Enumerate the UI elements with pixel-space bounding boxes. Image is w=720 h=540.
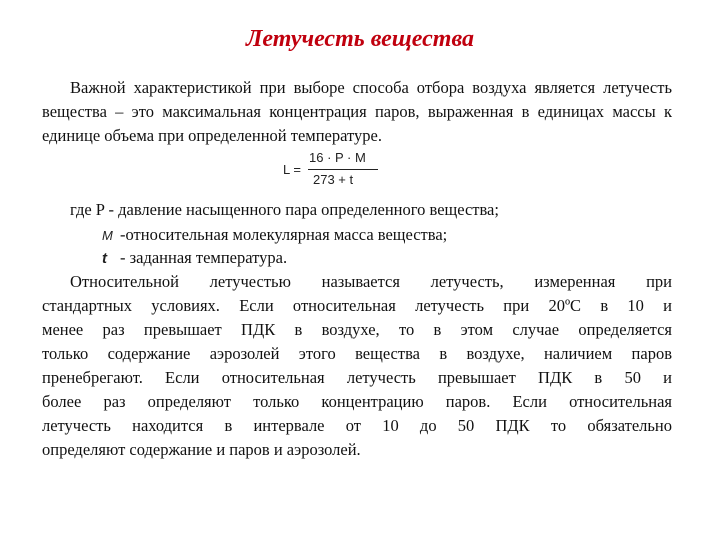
- temperature-definition: [102, 246, 287, 271]
- relative-volatility-paragraph: [42, 270, 672, 462]
- paragraph-line: стандартных условиях. Если относительная летучесть при 20ºС в 10 и: [42, 296, 672, 315]
- symbol-t: t: [102, 250, 107, 267]
- paragraph-line: Относительной летучестью называется летучесть, измеренная при: [70, 272, 672, 291]
- m-description: -относительная молекулярная масса вещества;: [120, 225, 448, 244]
- symbol-m: M: [102, 228, 113, 243]
- formula-numerator: 16 · P · M: [309, 150, 366, 165]
- paragraph-line: пренебрегают. Если относительная летучесть превышает ПДК в 50 и: [42, 368, 672, 387]
- intro-paragraph: [42, 76, 672, 148]
- intro-text: Важной характеристикой при выборе способа отбора воздуха является летучесть вещества – это максимальная концентрация паров, выраженная в единицах массы к единице объема при определенной температуре.: [42, 78, 672, 145]
- t-description: - заданная температура.: [120, 248, 288, 267]
- formula-denominator: 273 + t: [313, 172, 354, 187]
- paragraph-line: определяют содержание и паров и аэрозолей.: [42, 440, 361, 459]
- paragraph-line: только содержание аэрозолей этого вещества в воздухе, наличием паров: [42, 344, 672, 363]
- paragraph-line: летучесть находится в интервале от 10 до 50 ПДК то обязательно: [42, 416, 672, 435]
- paragraph-line: менее раз превышает ПДК в воздухе, то в этом случае определяется: [42, 320, 672, 339]
- molar-mass-definition: [102, 223, 447, 248]
- slide-title: Летучесть вещества: [245, 26, 475, 52]
- paragraph-line: более раз определяют только концентрацию паров. Если относительная: [42, 392, 672, 411]
- fraction-bar: [308, 169, 378, 170]
- volatility-formula: [283, 150, 393, 190]
- formula-lhs: L =: [283, 162, 301, 177]
- pressure-definition: где P - давление насыщенного пара определенного вещества;: [70, 200, 499, 219]
